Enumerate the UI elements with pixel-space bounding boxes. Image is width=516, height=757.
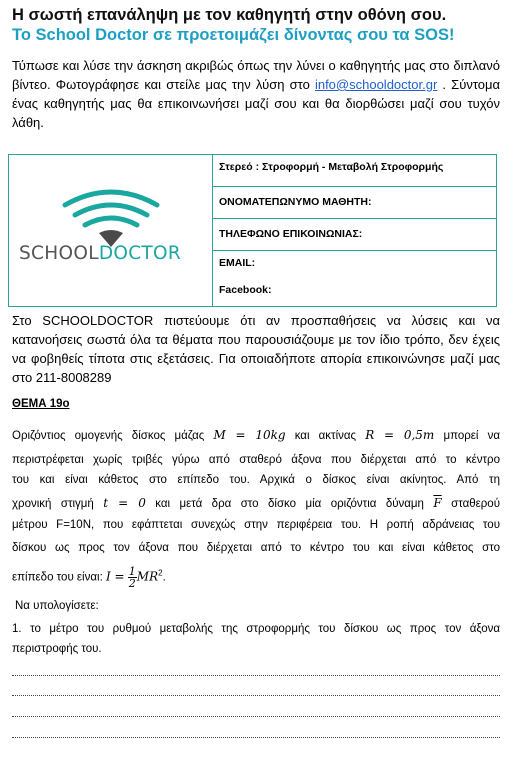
email-link[interactable]: info@schooldoctor.gr bbox=[314, 77, 438, 92]
student-name-field[interactable]: ΟΝΟΜΑΤΕΠΩΝΥΜΟ ΜΑΘΗΤΗ: bbox=[213, 187, 497, 219]
time-formula: t = 0 bbox=[103, 496, 146, 510]
answer-line[interactable] bbox=[12, 736, 500, 738]
logo-doctor: DOCTOR bbox=[98, 243, 182, 264]
wifi-signal-icon bbox=[9, 155, 212, 306]
email-field[interactable]: EMAIL: bbox=[219, 257, 256, 269]
student-info-card bbox=[8, 154, 497, 307]
support-paragraph: Στο SCHOOLDOCTOR πιστεύουμε ότι αν προσπαθήσεις να λύσεις και να κατανοήσεις σωστά όλα τα θέματα που παρουσιάζουμε με τον ίδιο τρόπο, δεν έχεις να φοβηθείς τίποτα στις εξετάσεις. Για οποιαδήποτε απορία επικοινώνησε μαζί μας στο 211-8008289 bbox=[12, 313, 500, 385]
inertia-fraction bbox=[128, 566, 137, 589]
problem-text: και μετά δρα στο δίσκο μία οριζόντια δύναμη bbox=[145, 498, 434, 510]
force-vector: $\overline{F}$ bbox=[433, 496, 442, 510]
contact-fields bbox=[213, 251, 497, 306]
problem-text: Οριζόντιος ομογενής δίσκος μάζας bbox=[12, 430, 214, 442]
answer-line[interactable] bbox=[12, 694, 500, 696]
intro-text: Τύπωσε και λύσε την άσκηση ακριβώς όπως την λύνει ο καθηγητής μας στο διπλανό βίντεο. Φωτογράφησε και στείλε μας την λύση στο bbox=[12, 58, 500, 92]
facebook-field[interactable]: Facebook: bbox=[219, 284, 272, 296]
problem-line-5: μέτρου F=10N, που εφάπτεται συνεχώς στην περιφέρεια του. Η ροπή αδράνειας του bbox=[12, 519, 500, 531]
problem-line-6: δίσκου ως προς τον άξονα που διέρχεται από το κέντρο του και είναι κάθετος στο bbox=[12, 542, 500, 554]
problem-line-7 bbox=[12, 566, 500, 589]
intro-paragraph bbox=[12, 56, 500, 132]
problem-text: . bbox=[162, 571, 166, 584]
inertia-exponent: 2 bbox=[158, 568, 163, 578]
answer-line[interactable] bbox=[12, 674, 500, 676]
problem-line-2: περιστρέφεται χωρίς τριβές γύρω από σταθερό άξονα που διέρχεται από το κέντρο bbox=[12, 454, 500, 466]
header-title: Η σωστή επανάληψη με τον καθηγητή στην οθόνη σου. bbox=[12, 6, 447, 24]
problem-text: χρονική στιγμή bbox=[12, 498, 104, 510]
theme-title: ΘΕΜΑ 19ο bbox=[12, 398, 70, 410]
intro-text-end: . Σύντομα ένας καθηγητής μας θα επικοινωνήσει μαζί σου και θα διορθώσει μαζί σου τυχόν λάθη. bbox=[12, 77, 501, 130]
schooldoctor-logo bbox=[9, 155, 213, 306]
question-1-line-1: 1. το μέτρο του ρυθμού μεταβολής της στροφορμής του δίσκου ως προς τον άξονα bbox=[12, 623, 500, 635]
question-1-line-2: περιστροφής του. bbox=[12, 643, 102, 655]
subject-field: Στερεό : Στροφορμή - Μεταβολή Στροφορμής bbox=[213, 155, 497, 187]
fraction-numerator: 1 bbox=[128, 565, 136, 578]
fraction-denominator: 2 bbox=[128, 577, 136, 590]
mass-formula: M = 10kg bbox=[213, 428, 286, 442]
problem-text: και ακτίνας bbox=[285, 430, 366, 442]
inertia-lhs: I = bbox=[105, 569, 125, 584]
phone-field[interactable]: ΤΗΛΕΦΩΝΟ ΕΠΙΚΟΙΝΩΝΙΑΣ: bbox=[213, 219, 497, 251]
logo-wordmark bbox=[19, 243, 181, 264]
problem-line-1 bbox=[12, 429, 500, 443]
logo-school: SCHOOL bbox=[19, 243, 99, 264]
problem-text: σταθερού bbox=[441, 498, 500, 510]
problem-line-3: του και είναι κάθετος στο επίπεδο του. Αρχικά ο δίσκος είναι ακίνητος. Από τη bbox=[12, 474, 500, 486]
header-subtitle: Το School Doctor σε προετοιμάζει δίνοντας σου τα SOS! bbox=[12, 26, 455, 44]
problem-line-4 bbox=[12, 497, 500, 511]
problem-text: επίπεδο του είναι: bbox=[12, 571, 106, 584]
questions-intro: Να υπολογίσετε: bbox=[15, 600, 99, 612]
answer-line[interactable] bbox=[12, 715, 500, 717]
inertia-rhs: MR bbox=[136, 569, 159, 584]
radius-formula: R = 0,5m bbox=[365, 428, 435, 442]
problem-text: μπορεί να bbox=[434, 430, 501, 442]
